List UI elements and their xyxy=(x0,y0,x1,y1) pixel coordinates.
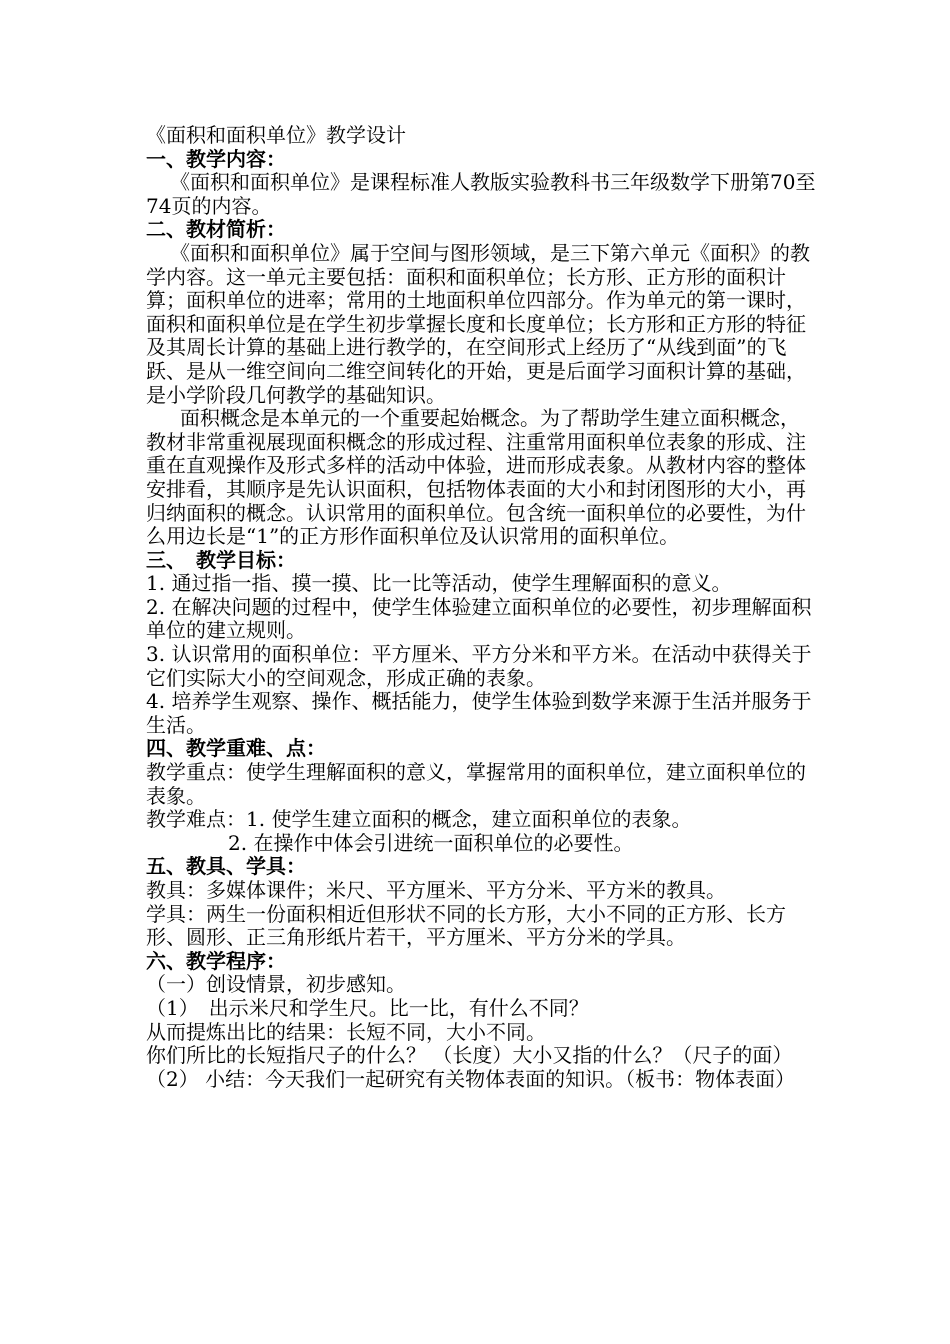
document-body xyxy=(146,124,816,1091)
section-heading-tools: 五、教具、学具： xyxy=(146,854,306,879)
list-item: 2. 在解决问题的过程中，使学生体验建立面积单位的必要性，初步理解面积单位的建立规则。 xyxy=(146,594,812,643)
paragraph: 《面积和面积单位》属于空间与图形领域，是三下第六单元《面积》的教学内容。这一单元主要包括：面积和面积单位；长方形、正方形的面积计算；面积单位的进率；常用的土地面积单位四部分。作为单元的第一课时，面积和面积单位是在学生初步掌握长度和长度单位；长方形和正方形的特征及其周长计算的基础上进行教学的，在空间形式上经历了“从线到面”的飞跃、是从一维空间向二维空间转化的开始，更是后面学习面积计算的基础，是小学阶段几何教学的基础知识。 xyxy=(146,240,810,407)
paragraph: 从而提炼出比的结果：长短不同，大小不同。 xyxy=(146,1019,546,1044)
paragraph: 面积概念是本单元的一个重要起始概念。为了帮助学生建立面积概念，教材非常重视展现面积概念的形成过程、注重常用面积单位表象的形成、注重在直观操作及形式多样的活动中体验，进而形成表象。从教材内容的整体安排看，其顺序是先认识面积，包括物体表面的大小和封闭图形的大小，再归纳面积的概念。认识常用的面积单位。包含统一面积单位的必要性，为什么用边长是“1”的正方形作面积单位及认识常用的面积单位。 xyxy=(146,406,806,549)
list-item: 1. 通过指一指、摸一摸、比一比等活动，使学生理解面积的意义。 xyxy=(146,571,732,596)
paragraph: （2） 小结：今天我们一起研究有关物体表面的知识。（板书：物体表面） xyxy=(146,1066,796,1091)
section-heading-goals: 三、 教学目标： xyxy=(146,547,296,572)
paragraph: 教学重点：使学生理解面积的意义，掌握常用的面积单位，建立面积单位的表象。 xyxy=(146,760,806,808)
list-item: 4. 培养学生观察、操作、概括能力，使学生体验到数学来源于生活并服务于生活。 xyxy=(146,689,812,737)
section-heading-procedure: 六、教学程序： xyxy=(146,948,286,973)
list-item: 3. 认识常用的面积单位：平方厘米、平方分米和平方米。在活动中获得关于它们实际大小的空间观念，形成正确的表象。 xyxy=(146,642,812,690)
paragraph: 《面积和面积单位》是课程标准人教版实验教科书三年级数学下册第70至74页的内容。 xyxy=(146,170,816,218)
section-heading-analysis: 二、教材简析： xyxy=(146,217,286,242)
paragraph: 学具：两生一份面积相近但形状不同的长方形，大小不同的正方形、长方形、圆形、正三角形纸片若干，平方厘米、平方分米的学具。 xyxy=(146,901,786,950)
paragraph: 你们所比的长短指尺子的什么？ （长度）大小又指的什么？（尺子的面） xyxy=(146,1043,793,1068)
paragraph: （一）创设情景，初步感知。 xyxy=(146,972,406,997)
paragraph: 2. 在操作中体会引进统一面积单位的必要性。 xyxy=(228,830,634,855)
paragraph: （1） 出示米尺和学生尺。比一比，有什么不同？ xyxy=(146,995,589,1020)
section-heading-content: 一、教学内容： xyxy=(146,146,286,171)
paragraph: 教具：多媒体课件；米尺、平方厘米、平方分米、平方米的教具。 xyxy=(146,878,726,902)
section-heading-key-points: 四、教学重难、点： xyxy=(146,736,326,761)
document-title: 《面积和面积单位》教学设计 xyxy=(146,123,406,147)
paragraph: 教学难点：1. 使学生建立面积的概念，建立面积单位的表象。 xyxy=(146,807,692,832)
